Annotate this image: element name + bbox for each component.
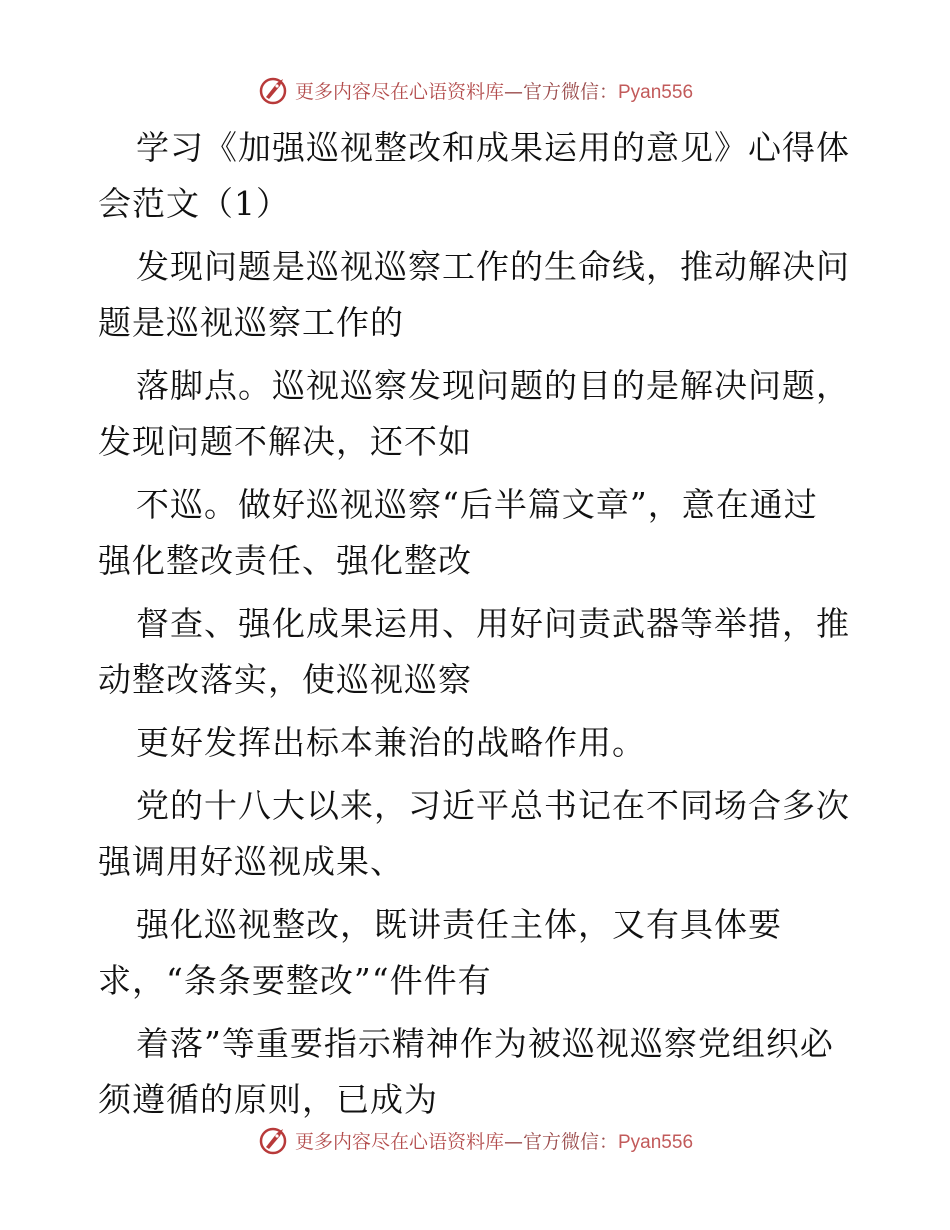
wechat-id: Pyan556 (618, 1131, 694, 1153)
text-line: 更好发挥出标本兼治的战略作用。 (136, 723, 646, 762)
text-line: 督查、强化成果运用、用好问责武器等举措，推 (136, 604, 850, 643)
footer-watermark-banner (0, 1120, 950, 1160)
text-line: 不巡。做好巡视巡察“后半篇文章”，意在通过 (136, 485, 818, 524)
text-line: 动整改落实，使巡视巡察 (98, 660, 472, 699)
text-line: 落脚点。巡视巡察发现问题的目的是解决问题， (136, 366, 850, 405)
wechat-label: 官方微信： (522, 80, 618, 103)
text-line: 求，“条条要整改”“件件有 (98, 961, 492, 1000)
site-name: 更多内容尽在心语资料库 (294, 1130, 504, 1153)
site-name: 更多内容尽在心语资料库 (294, 80, 504, 103)
text-line: 发现问题是巡视巡察工作的生命线，推动解决问 (136, 247, 850, 286)
text-line: 党的十八大以来，习近平总书记在不同场合多次 (136, 786, 850, 825)
document-body (98, 120, 858, 1128)
pen-nib-logo-icon (257, 1124, 289, 1156)
wechat-label: 官方微信： (522, 1130, 618, 1153)
separator: — (503, 1130, 523, 1153)
text-line: 强化巡视整改，既讲责任主体，又有具体要 (136, 905, 782, 944)
pen-nib-logo-icon (257, 74, 289, 106)
separator: — (503, 80, 523, 103)
text-line: 强调用好巡视成果、 (98, 842, 404, 881)
text-line: 题是巡视巡察工作的 (98, 303, 404, 342)
header-watermark-banner (0, 70, 950, 110)
wechat-id: Pyan556 (618, 81, 694, 103)
text-line: 强化整改责任、强化整改 (98, 541, 472, 580)
text-line: 会范文（1） (98, 184, 290, 223)
text-line: 学习《加强巡视整改和成果运用的意见》心得体 (136, 128, 850, 167)
watermark-text (295, 77, 693, 104)
text-line: 着落”等重要指示精神作为被巡视巡察党组织必 (136, 1024, 834, 1063)
text-line: 发现问题不解决，还不如 (98, 422, 472, 461)
watermark-text (295, 1127, 693, 1154)
text-line: 须遵循的原则，已成为 (98, 1080, 438, 1119)
